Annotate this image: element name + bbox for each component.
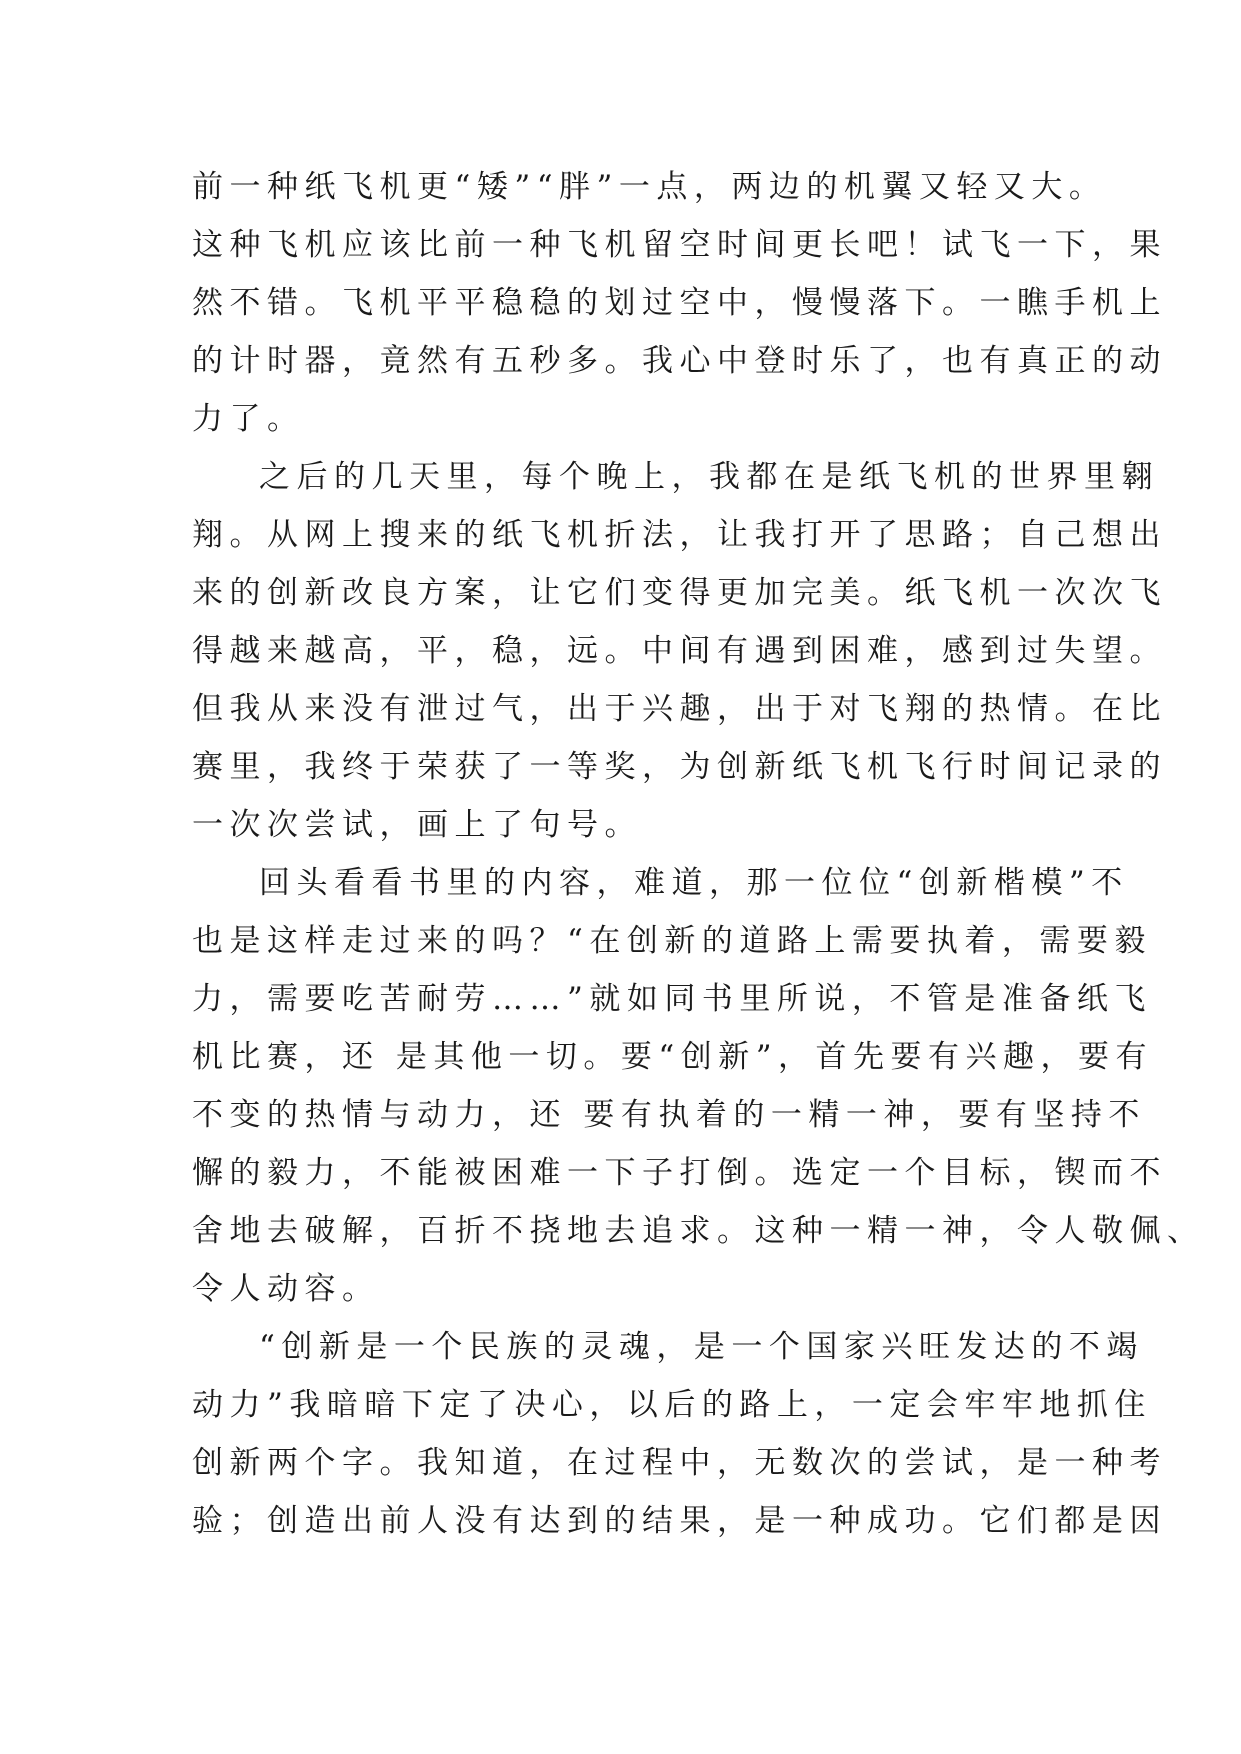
text-line: 力，需要吃苦耐劳……”就如同书里所说，不管是准备纸飞 bbox=[192, 981, 1152, 1017]
text-line: 验；创造出前人没有达到的结果，是一种成功。它们都是因 bbox=[192, 1503, 1167, 1539]
text-line: 这种飞机应该比前一种飞机留空时间更长吧！试飞一下，果 bbox=[192, 227, 1167, 263]
text-line: 得越来越高，平，稳，远。中间有遇到困难，感到过失望。 bbox=[192, 633, 1167, 669]
text-line: 创新两个字。我知道，在过程中，无数次的尝试，是一种考 bbox=[192, 1445, 1167, 1481]
text-line: 懈的毅力，不能被困难一下子打倒。选定一个目标，锲而不 bbox=[192, 1155, 1167, 1191]
text-line: 然不错。飞机平平稳稳的划过空中，慢慢落下。一瞧手机上 bbox=[192, 285, 1167, 321]
text-line: 动力”我暗暗下定了决心，以后的路上，一定会牢牢地抓住 bbox=[192, 1387, 1152, 1423]
text-line: 前一种纸飞机更“矮”“胖”一点，两边的机翼又轻又大。 bbox=[192, 169, 1107, 205]
text-line: 不变的热情与动力，还 要有执着的一精一神，要有坚持不 bbox=[192, 1097, 1146, 1133]
text-line: 赛里，我终于荣获了一等奖，为创新纸飞机飞行时间记录的 bbox=[192, 749, 1167, 785]
text-line: 令人动容。 bbox=[192, 1271, 380, 1307]
text-line: 也是这样走过来的吗？“在创新的道路上需要执着，需要毅 bbox=[192, 923, 1152, 959]
text-line: 机比赛，还 是其他一切。要“创新”，首先要有兴趣，要有 bbox=[192, 1039, 1154, 1075]
text-line: 一次次尝试，画上了句号。 bbox=[192, 807, 642, 843]
text-line: 但我从来没有泄过气，出于兴趣，出于对飞翔的热情。在比 bbox=[192, 691, 1167, 727]
text-line: 舍地去破解，百折不挠地去追求。这种一精一神，令人敬佩、 bbox=[192, 1213, 1205, 1249]
paragraph-first-line: 之后的几天里，每个晚上，我都在是纸飞机的世界里翱 bbox=[259, 459, 1159, 495]
text-line: 来的创新改良方案，让它们变得更加完美。纸飞机一次次飞 bbox=[192, 575, 1167, 611]
paragraph-first-line: 回头看看书里的内容，难道，那一位位“创新楷模”不 bbox=[259, 865, 1129, 901]
text-line: 翔。从网上搜来的纸飞机折法，让我打开了思路；自己想出 bbox=[192, 517, 1167, 553]
text-line: 的计时器，竟然有五秒多。我心中登时乐了，也有真正的动 bbox=[192, 343, 1167, 379]
text-line: 力了。 bbox=[192, 401, 305, 437]
paragraph-first-line: “创新是一个民族的灵魂，是一个国家兴旺发达的不竭 bbox=[259, 1329, 1144, 1365]
body-text bbox=[192, 158, 1205, 1550]
